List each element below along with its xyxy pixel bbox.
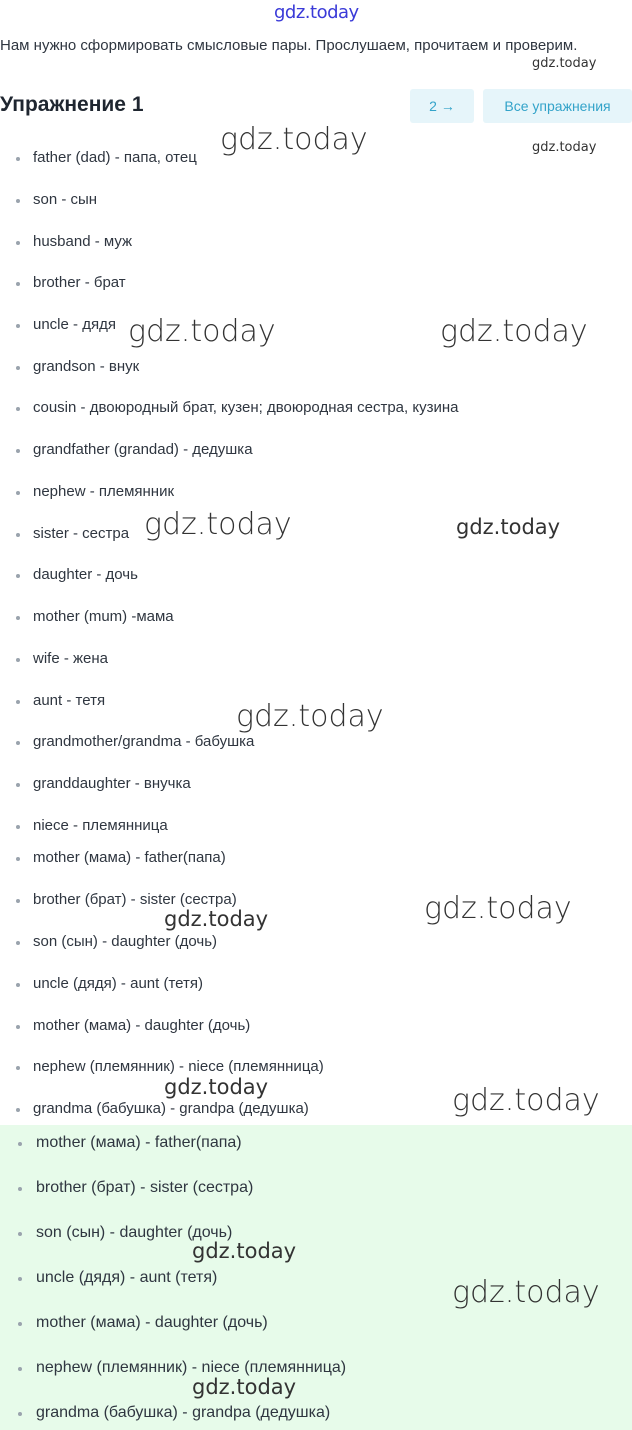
all-exercises-button[interactable]: Все упражнения bbox=[483, 89, 632, 123]
bullet-icon bbox=[16, 825, 20, 829]
bullet-icon bbox=[16, 658, 20, 662]
bullet-icon bbox=[16, 1108, 20, 1112]
watermark: gdz.today bbox=[452, 1083, 600, 1118]
watermark: gdz.today bbox=[164, 1075, 269, 1099]
watermark: gdz.today bbox=[456, 515, 561, 539]
answer-block: mother (мама) - father(папа) brother (брат) - sister (сестра) son (сын) - daughter (дочь) uncle (дядя) - aunt (тетя) mother (мама) - daughter (дочь) nephew (племянник) - niece (племянница) grandma (бабушка) - grandpa (дедушка) bbox=[0, 1125, 632, 1430]
exercise-title: Упражнение 1 bbox=[0, 93, 144, 116]
bullet-icon bbox=[16, 199, 20, 203]
bullet-icon bbox=[16, 899, 20, 903]
watermark: gdz.today bbox=[452, 1275, 600, 1310]
bullet-icon bbox=[18, 1322, 22, 1326]
watermark: gdz.today bbox=[128, 314, 276, 349]
watermark: gdz.today bbox=[192, 1375, 297, 1399]
bullet-icon bbox=[16, 157, 20, 161]
bullet-icon bbox=[18, 1187, 22, 1191]
bullet-icon bbox=[16, 533, 20, 537]
watermark: gdz.today bbox=[144, 507, 292, 542]
watermark: gdz.today bbox=[424, 891, 572, 926]
bullet-icon bbox=[16, 857, 20, 861]
intro-text: Нам нужно сформировать смысловые пары. Прослушаем, прочитаем и проверим. bbox=[0, 37, 578, 54]
bullet-icon bbox=[16, 983, 20, 987]
bullet-icon bbox=[16, 324, 20, 328]
bullet-icon bbox=[16, 783, 20, 787]
bullet-icon bbox=[18, 1142, 22, 1146]
watermark: gdz.today bbox=[532, 140, 597, 155]
bullet-icon bbox=[18, 1232, 22, 1236]
watermark: gdz.today bbox=[532, 56, 597, 71]
bullet-icon bbox=[16, 741, 20, 745]
site-logo[interactable]: gdz.today bbox=[274, 2, 359, 23]
bullet-icon bbox=[16, 491, 20, 495]
bullet-icon bbox=[16, 241, 20, 245]
bullet-icon bbox=[16, 941, 20, 945]
bullet-icon bbox=[16, 407, 20, 411]
bullet-icon bbox=[16, 449, 20, 453]
watermark: gdz.today bbox=[236, 699, 384, 734]
bullet-icon bbox=[18, 1367, 22, 1371]
bullet-icon bbox=[16, 574, 20, 578]
bullet-icon bbox=[16, 1066, 20, 1070]
bullet-icon bbox=[18, 1412, 22, 1416]
bullet-icon bbox=[18, 1277, 22, 1281]
bullet-icon bbox=[16, 616, 20, 620]
bullet-icon bbox=[16, 366, 20, 370]
watermark: gdz.today bbox=[220, 122, 368, 157]
bullet-icon bbox=[16, 700, 20, 704]
watermark: gdz.today bbox=[192, 1239, 297, 1263]
next-exercise-button[interactable]: 2 → bbox=[410, 89, 474, 123]
watermark: gdz.today bbox=[440, 314, 588, 349]
bullet-icon bbox=[16, 1025, 20, 1029]
bullet-icon bbox=[16, 282, 20, 286]
watermark: gdz.today bbox=[164, 907, 269, 931]
